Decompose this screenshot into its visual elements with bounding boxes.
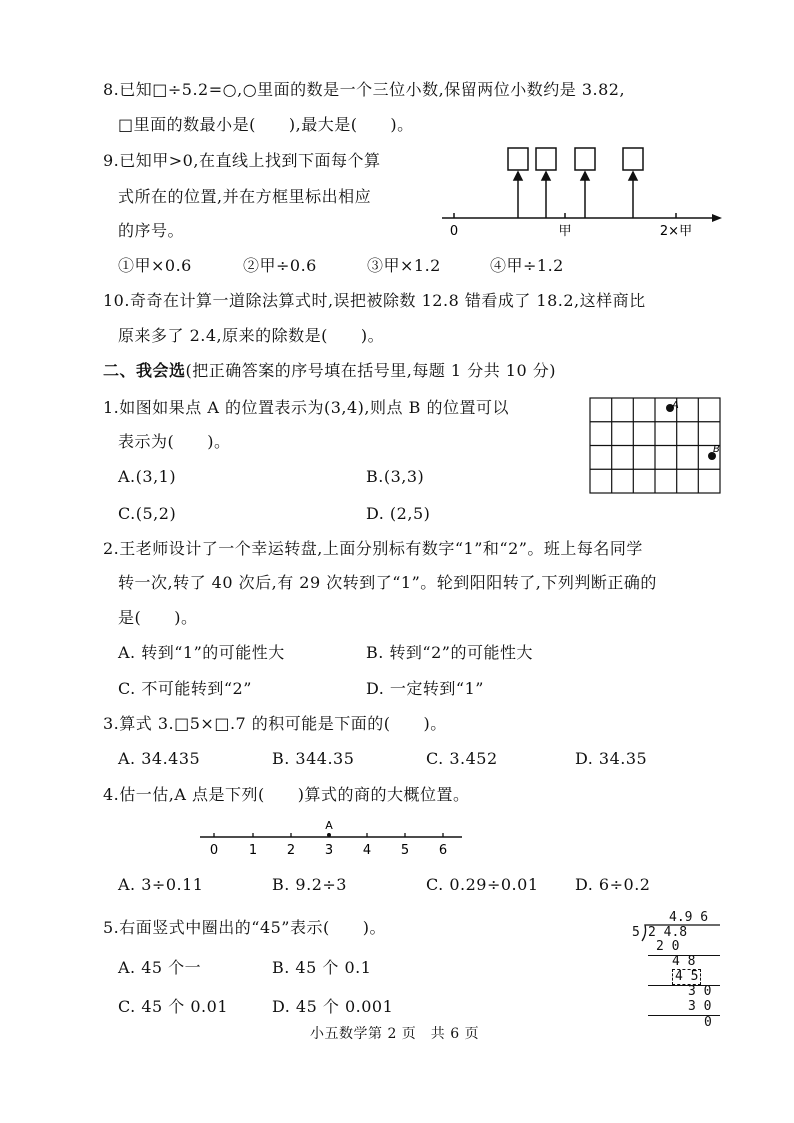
q9-line3: 的序号。 — [118, 221, 185, 240]
ld-row-6: 0 — [704, 1015, 712, 1030]
section2-header — [103, 361, 556, 381]
q10-line1: 10.奇奇在计算一道除法算式时,误把被除数 12.8 错看成了 18.2,这样商比 — [103, 291, 646, 310]
s2-option-a: A. 转到“1”的可能性大 — [118, 643, 285, 662]
s1-option-a: A.(3,1) — [118, 467, 177, 486]
q10-line2: 原来多了 2.4,原来的除数是( )。 — [118, 326, 385, 345]
q9-box-1[interactable] — [508, 148, 528, 170]
q9-box-2[interactable] — [536, 148, 556, 170]
q9-box-4[interactable] — [623, 148, 643, 170]
ld-row-3-circled: 4 5 — [672, 969, 701, 985]
ld-quotient: 4.9 6 — [669, 910, 709, 925]
s4-tick-3: 3 — [324, 843, 334, 858]
s4-option-c: C. 0.29÷0.01 — [426, 875, 539, 894]
s4-option-a: A. 3÷0.11 — [118, 875, 204, 894]
s3-option-a: A. 34.435 — [118, 749, 201, 768]
q9-answer-boxes — [508, 148, 643, 170]
s1-point-a-label: A — [672, 400, 679, 411]
s1-option-c: C.(5,2) — [118, 504, 177, 523]
ld-row-5: 3 0 — [688, 999, 712, 1014]
q9-option-2: ②甲÷0.6 — [243, 256, 317, 275]
s1-line2: 表示为( )。 — [118, 432, 231, 451]
s2-option-d: D. 一定转到“1” — [366, 679, 484, 698]
s4-tick-2: 2 — [286, 843, 296, 858]
s4-tick-1: 1 — [248, 843, 258, 858]
s3-option-c: C. 3.452 — [426, 749, 498, 768]
q9-axis-label-2jia: 2×甲 — [659, 224, 693, 239]
s4-line1: 4.估一估,A 点是下列( )算式的商的大概位置。 — [103, 785, 470, 804]
ld-dividend: 2 4.8 — [648, 925, 688, 940]
s1-option-d: D. (2,5) — [366, 504, 431, 523]
q9-axis-label-jia: 甲 — [558, 224, 572, 239]
section2-title: 二、我会选 — [103, 361, 186, 380]
s5-line1: 5.右面竖式中圈出的“45”表示( )。 — [103, 918, 386, 937]
s4-number-line — [196, 815, 468, 859]
q9-option-4: ④甲÷1.2 — [490, 256, 564, 275]
q8-line1: 8.已知□÷5.2=○,○里面的数是一个三位小数,保留两位小数约是 3.82, — [103, 80, 626, 99]
s2-line2: 转一次,转了 40 次后,有 29 次转到了“1”。轮到阳阳转了,下列判断正确的 — [118, 573, 657, 592]
q9-line2: 式所在的位置,并在方框里标出相应 — [118, 187, 372, 206]
s5-option-a: A. 45 个一 — [118, 958, 202, 977]
ld-divisor: 5 — [632, 925, 640, 940]
ld-row-4: 3 0 — [688, 984, 712, 999]
s1-grid-figure — [588, 396, 724, 498]
q9-number-line-figure — [440, 142, 730, 242]
ld-row-1: 2 0 — [656, 939, 680, 954]
s4-tick-6: 6 — [438, 843, 448, 858]
s5-option-c: C. 45 个 0.01 — [118, 997, 229, 1016]
s4-point-a-dot — [327, 833, 331, 837]
q9-axis — [442, 213, 722, 239]
page-footer: 小五数学第 2 页 共 6 页 — [310, 1026, 480, 1042]
s4-option-d: D. 6÷0.2 — [575, 875, 651, 894]
s4-tick-4: 4 — [362, 843, 372, 858]
s4-tick-5: 5 — [400, 843, 410, 858]
s3-line1: 3.算式 3.□5×□.7 的积可能是下面的( )。 — [103, 714, 447, 733]
s3-option-b: B. 344.35 — [272, 749, 355, 768]
section2-note: (把正确答案的序号填在括号里,每题 1 分共 10 分) — [185, 361, 556, 380]
ld-row-2: 4 8 — [672, 954, 696, 969]
s5-option-b: B. 45 个 0.1 — [272, 958, 372, 977]
s3-option-d: D. 34.35 — [575, 749, 648, 768]
q9-box-3[interactable] — [575, 148, 595, 170]
q8-line2: □里面的数最小是( ),最大是( )。 — [118, 115, 414, 134]
s2-line3: 是( )。 — [118, 608, 198, 627]
q9-option-1: ①甲×0.6 — [118, 256, 192, 275]
s4-tick-0: 0 — [209, 843, 219, 858]
s1-line1: 1.如图如果点 A 的位置表示为(3,4),则点 B 的位置可以 — [103, 398, 509, 417]
q9-line1: 9.已知甲>0,在直线上找到下面每个算 — [103, 151, 381, 170]
s5-option-d: D. 45 个 0.001 — [272, 997, 394, 1016]
s4-option-b: B. 9.2÷3 — [272, 875, 347, 894]
s2-line1: 2.王老师设计了一个幸运转盘,上面分别标有数字“1”和“2”。班上每名同学 — [103, 539, 643, 558]
q9-arrows — [514, 172, 637, 218]
s2-option-b: B. 转到“2”的可能性大 — [366, 643, 533, 662]
s2-option-c: C. 不可能转到“2” — [118, 679, 252, 698]
s4-point-a-label: A — [325, 819, 333, 832]
q9-option-3: ③甲×1.2 — [367, 256, 441, 275]
s1-grid — [590, 398, 720, 493]
s1-point-b-label: B — [713, 444, 720, 455]
s1-option-b: B.(3,3) — [366, 467, 425, 486]
q9-axis-label-0: 0 — [449, 224, 459, 239]
